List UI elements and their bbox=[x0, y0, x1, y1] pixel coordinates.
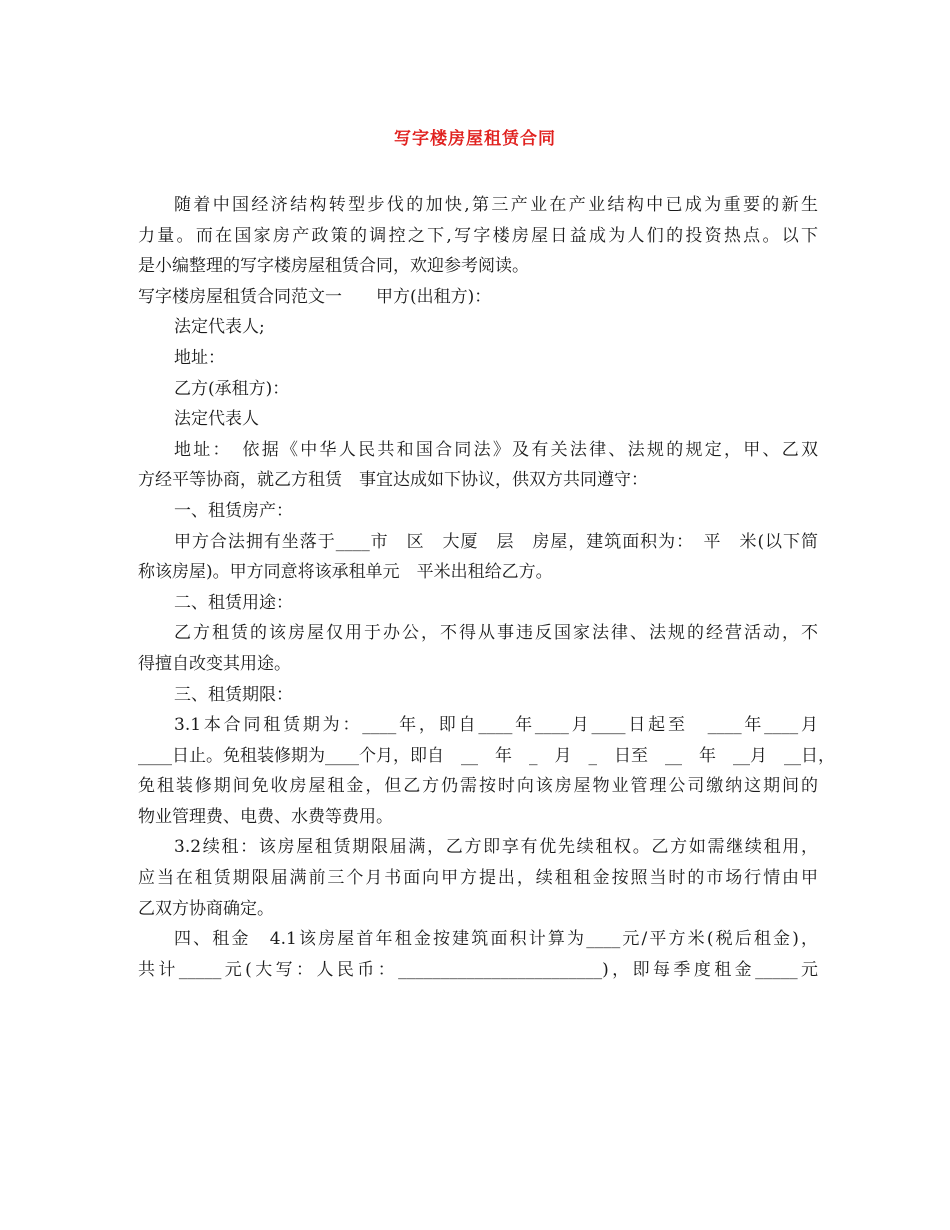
document-line bbox=[138, 649, 818, 680]
document-line bbox=[138, 496, 818, 527]
document-title: 写字楼房屋租赁合同 bbox=[394, 129, 556, 149]
document-line bbox=[138, 710, 818, 741]
document-line bbox=[138, 741, 835, 772]
document-line bbox=[138, 374, 818, 405]
document-line-text: 法定代表人 bbox=[174, 409, 259, 430]
document-line bbox=[138, 527, 818, 558]
document-line bbox=[138, 894, 818, 925]
document-line-text: 物业管理费、电费、水费等费用。 bbox=[138, 806, 393, 827]
document-line-text: 法定代表人; bbox=[174, 317, 265, 338]
document-line-text: 写字楼房屋租赁合同范文一 甲方(出租方)： bbox=[138, 286, 492, 307]
document-line-text: 3.1本合同租赁期为：____年，即自____年____月____日起至 ____年____月 bbox=[174, 715, 818, 736]
document-line-text: 二、租赁用途： bbox=[174, 592, 293, 613]
document-line bbox=[138, 557, 818, 588]
document-line bbox=[138, 190, 818, 221]
document-line bbox=[138, 343, 818, 374]
document-body bbox=[138, 190, 835, 985]
document-line-text: 方经平等协商，就乙方租赁 事宜达成如下协议，供双方共同遵守： bbox=[138, 470, 648, 491]
document-line-text: 地址： 依据《中华人民共和国合同法》及有关法律、法规的规定，甲、乙双 bbox=[174, 439, 818, 460]
document-line-text: 随着中国经济结构转型步伐的加快,第三产业在产业结构中已成为重要的新生 bbox=[174, 195, 818, 215]
document-line bbox=[138, 618, 818, 649]
document-line-text: 力量。而在国家房产政策的调控之下,写字楼房屋日益成为人们的投资热点。以下 bbox=[138, 225, 818, 246]
document-line-text: 是小编整理的写字楼房屋租赁合同，欢迎参考阅读。 bbox=[138, 256, 529, 277]
document-line bbox=[138, 282, 818, 313]
document-line-text: 得擅自改变其用途。 bbox=[138, 653, 291, 674]
document-line-text: 乙双方协商确定。 bbox=[138, 898, 274, 919]
document-line bbox=[138, 924, 818, 955]
document-line bbox=[138, 312, 818, 343]
document-line bbox=[138, 771, 818, 802]
document-line bbox=[138, 863, 818, 894]
document-line-text: 乙方租赁的该房屋仅用于办公，不得从事违反国家法律、法规的经营活动，不 bbox=[174, 623, 818, 644]
document-line bbox=[138, 680, 818, 711]
document-line-text: 应当在租赁期限届满前三个月书面向甲方提出，续租租金按照当时的市场行情由甲 bbox=[138, 868, 818, 889]
document-line bbox=[138, 832, 818, 863]
document-line-text: 乙方(承租方)： bbox=[174, 378, 290, 399]
document-line-text: 一、租赁房产： bbox=[174, 500, 293, 521]
document-line-text: 称该房屋)。甲方同意将该承租单元 平米出租给乙方。 bbox=[138, 562, 553, 583]
document-line-text: 共计_____元(大写：人民币：________________________)，即每季度租金_____元 bbox=[138, 959, 818, 980]
document-line bbox=[138, 588, 818, 619]
document-line bbox=[138, 404, 818, 435]
document-line bbox=[138, 221, 818, 252]
document-line bbox=[138, 251, 818, 282]
document-line-text: 甲方合法拥有坐落于____市 区 大厦 层 房屋，建筑面积为： 平 米(以下简 bbox=[174, 531, 818, 552]
document-line-text: 3.2续租：该房屋租赁期限届满，乙方即享有优先续租权。乙方如需继续租用， bbox=[174, 837, 818, 858]
document-line-text: 免租装修期间免收房屋租金，但乙方仍需按时向该房屋物业管理公司缴纳这期间的 bbox=[138, 776, 818, 797]
document-line-text: 三、租赁期限： bbox=[174, 684, 293, 705]
document-line-text: 地址： bbox=[174, 347, 225, 368]
document-line bbox=[138, 465, 818, 496]
document-line bbox=[138, 802, 818, 833]
document-line bbox=[138, 955, 818, 986]
document-line-text: 四、租金 4.1该房屋首年租金按建筑面积计算为____元/平方米(税后租金)， bbox=[174, 929, 818, 950]
document-line-text: ____日止。免租装修期为____个月，即自 __ 年 _ 月 _ 日至 __ 年 __月 __日， bbox=[138, 745, 835, 766]
document-line bbox=[138, 435, 818, 466]
